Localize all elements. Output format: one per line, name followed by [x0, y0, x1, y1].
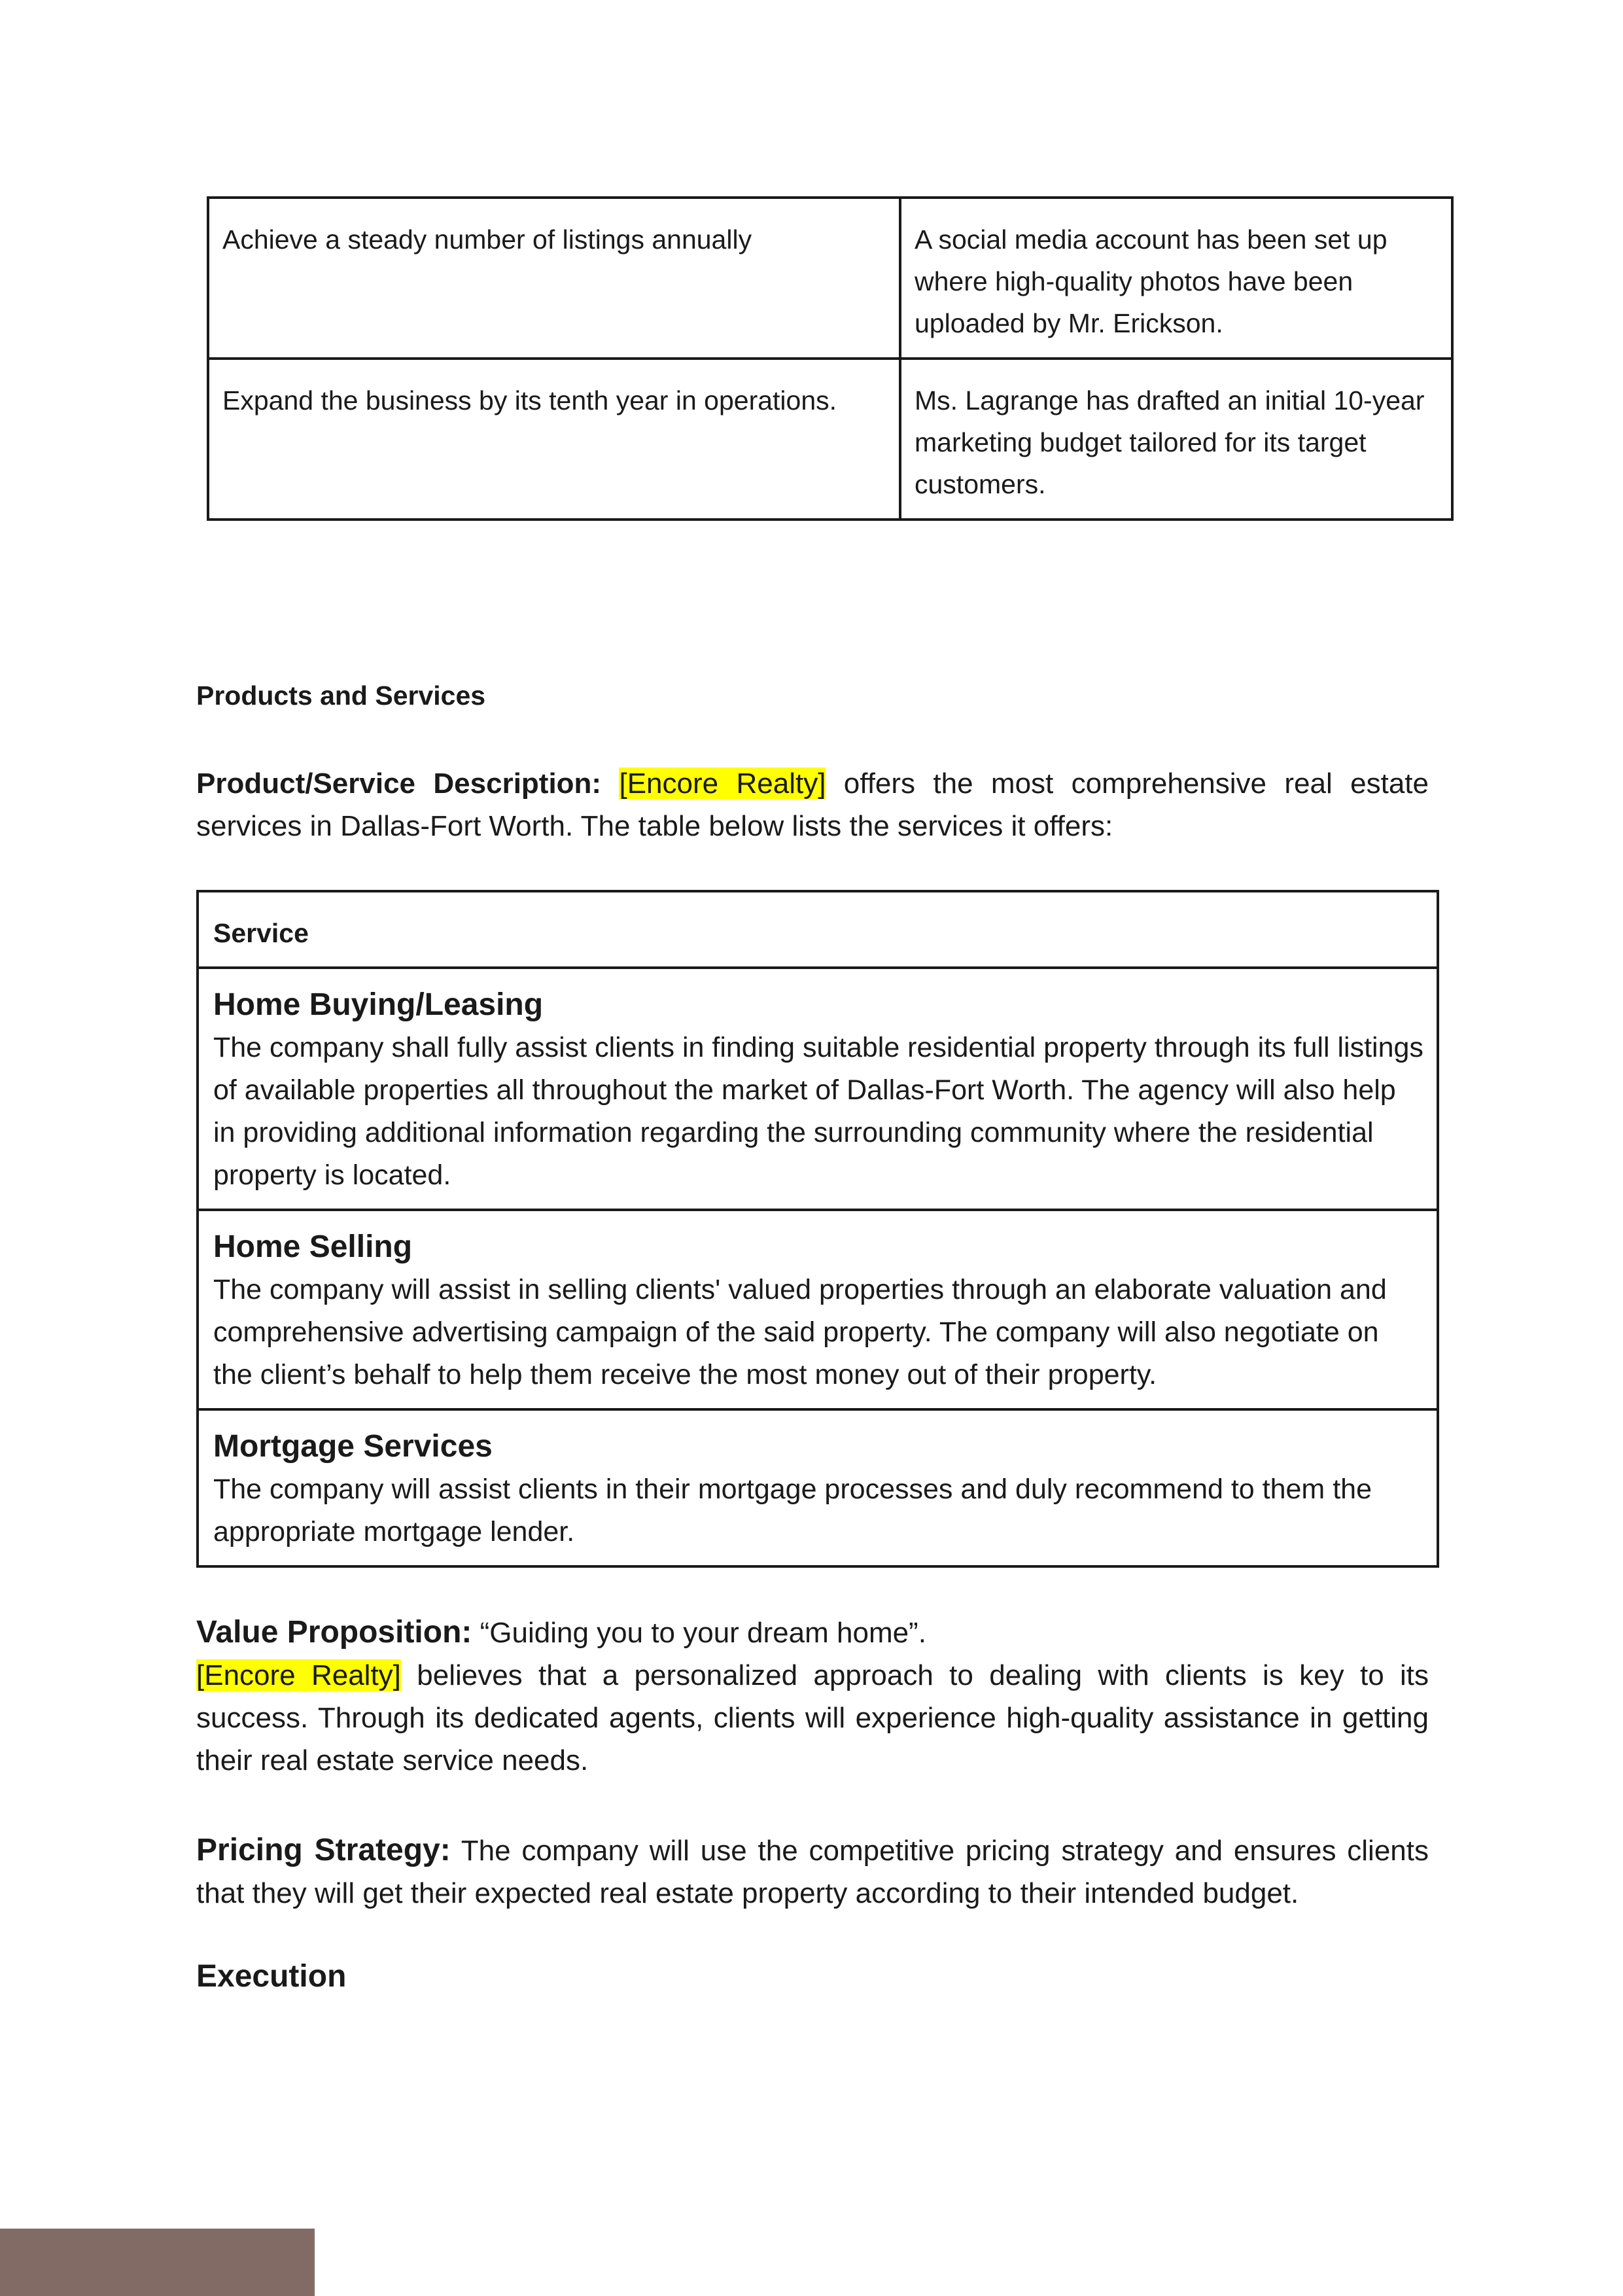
goal-cell: Expand the business by its tenth year in operations.: [208, 359, 900, 520]
value-proposition-label: Value Proposition:: [196, 1615, 472, 1650]
table-row: [208, 198, 1452, 359]
service-title: Mortgage Services: [213, 1429, 493, 1464]
goal-cell: Achieve a steady number of listings annually: [208, 198, 900, 359]
product-description: [196, 762, 1429, 847]
table-row: [198, 1210, 1438, 1409]
service-header: Service: [198, 891, 1438, 968]
service-title: Home Buying/Leasing: [213, 987, 544, 1022]
company-name-highlight: [Encore Realty]: [196, 1659, 401, 1691]
service-description: The company will assist clients in their mortgage processes and duly recommend to them the appropriate mortgage lender.: [213, 1474, 1372, 1547]
description-text: offers the most comprehensive real estate services in Dallas-Fort Worth. The table below lists the services it offers:: [196, 768, 1429, 842]
service-cell: [198, 1409, 1438, 1566]
pricing-strategy-label: Pricing Strategy:: [196, 1833, 451, 1867]
table-row: [198, 968, 1438, 1210]
table-row: [208, 359, 1452, 520]
goals-table: [207, 196, 1454, 521]
service-description: The company will assist in selling clients' valued properties through an elaborate valuation and comprehensive advertising campaign of the said property. The company will also negotiate on the client’s behalf to help them receive the most money out of their property.: [213, 1274, 1387, 1390]
service-description: The company shall fully assist clients in finding suitable residential property through its full listings of available properties all throughout the market of Dallas-Fort Worth. The agency will also help in providing additional information regarding the surrounding community where the residential property is located.: [213, 1032, 1423, 1191]
service-cell: [198, 968, 1438, 1210]
status-cell: Ms. Lagrange has drafted an initial 10-year marketing budget tailored for its target customers.: [900, 359, 1452, 520]
description-label: Product/Service Description:: [196, 768, 602, 800]
status-cell: A social media account has been set up where high-quality photos have been uploaded by Mr. Erickson.: [900, 198, 1452, 359]
service-cell: [198, 1210, 1438, 1409]
value-proposition-tagline: “Guiding you to your dream home”.: [472, 1617, 926, 1649]
pricing-strategy-text: The company will use the competitive pricing strategy and ensures clients that they will get their expected real estate property according to their intended budget.: [196, 1835, 1429, 1909]
table-header-row: [198, 891, 1438, 968]
products-heading: Products and Services: [196, 680, 486, 711]
table-row: [198, 1409, 1438, 1566]
execution-heading: Execution: [196, 1959, 347, 1994]
value-proposition-text: believes that a personalized approach to dealing with clients is key to its success. Through its dedicated agents, clients will experience high-quality assistance in getting their real estate service needs.: [196, 1659, 1429, 1776]
value-proposition: [196, 1611, 1429, 1782]
service-title: Home Selling: [213, 1229, 413, 1264]
pricing-strategy: [196, 1829, 1429, 1915]
footer-bar: [0, 2229, 315, 2296]
company-name-highlight: [Encore Realty]: [619, 768, 826, 800]
services-table: [196, 890, 1439, 1568]
